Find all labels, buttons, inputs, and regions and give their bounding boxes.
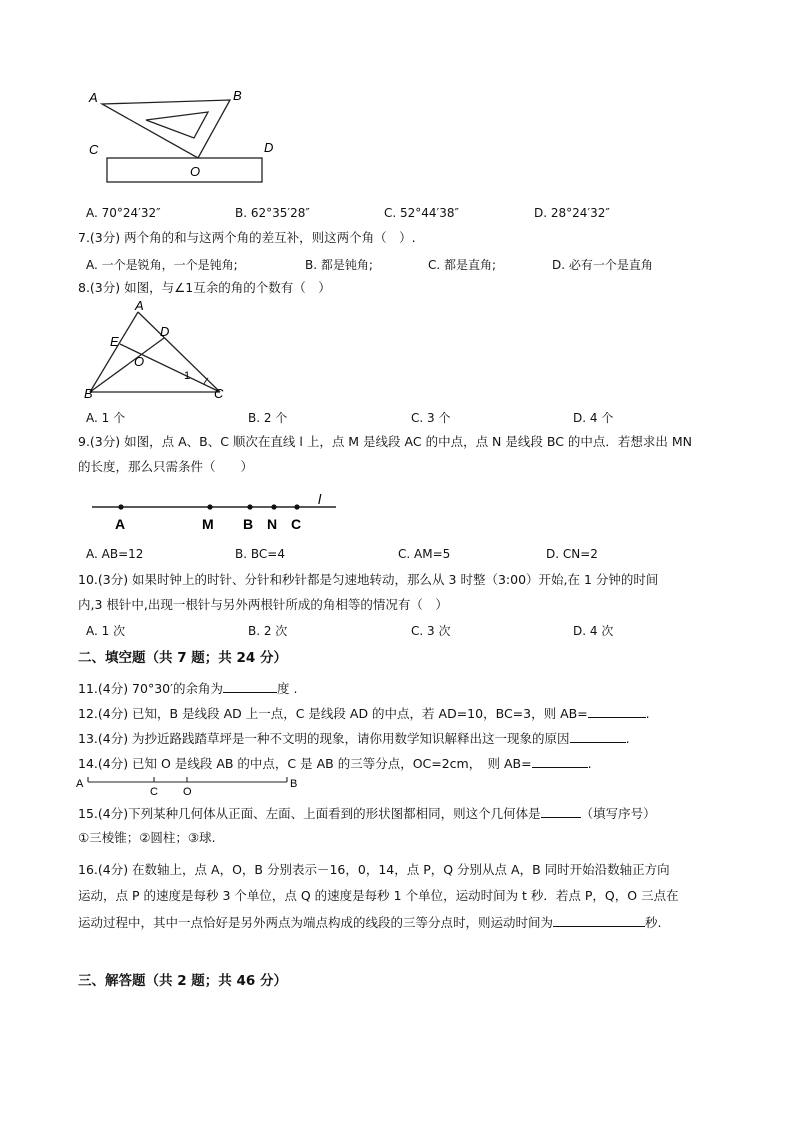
q8-label-b: B	[84, 386, 93, 401]
q6-option-c: C. 52°44′38″	[384, 206, 460, 220]
q10-stem-line2: 内,3 根针中,出现一根针与另外两根针所成的角相等的情况有（ ）	[78, 597, 448, 612]
q14-label-c: C	[150, 786, 158, 798]
q10-option-c: C. 3 次	[411, 624, 451, 638]
ruler-rect	[107, 158, 262, 182]
q14	[78, 755, 592, 772]
q16-line3	[78, 914, 662, 931]
q8-triangle-figure	[80, 298, 240, 402]
q9-label-m: M	[202, 516, 214, 532]
q8-option-b: B. 2 个	[248, 411, 288, 425]
q15-text: 15.(4分)下列某种几何体从正面、左面、上面看到的形状图都相同，则这个几何体是	[78, 806, 541, 821]
q10-option-b: B. 2 次	[248, 624, 288, 638]
q11-text-end: 度 .	[276, 681, 298, 696]
q9-option-d: D. CN=2	[546, 547, 598, 561]
label-b: B	[233, 88, 242, 103]
q16-answer-blank[interactable]	[553, 914, 645, 927]
q9-label-b: B	[243, 516, 254, 532]
q14-label-o: O	[183, 786, 192, 798]
q14-text: 14.(4分) 已知 O 是线段 AB 的中点，C 是 AB 的三等分点，OC=2cm， 则 AB=	[78, 756, 532, 771]
q12-text: 12.(4分) 已知，B 是线段 AD 上一点，C 是线段 AD 的中点，若 AD=10，BC=3，则 AB=	[78, 706, 588, 721]
q8-stem: 8.(3分) 如图，与∠1互余的角的个数有（ ）	[78, 280, 331, 295]
q9-label-a: A	[115, 516, 126, 532]
q9-label-l: l	[318, 491, 322, 507]
q13-text: 13.(4分) 为抄近路践踏草坪是一种不文明的现象，请你用数学知识解释出这一现象的原因	[78, 731, 570, 746]
q9-option-c: C. AM=5	[398, 547, 451, 561]
section-3-heading: 三、解答题（共 2 题；共 46 分）	[78, 973, 287, 989]
q14-text-end: .	[587, 756, 592, 771]
label-c: C	[89, 142, 99, 157]
q10-option-a: A. 1 次	[86, 624, 126, 638]
q6-option-a: A. 70°24′32″	[86, 206, 161, 220]
q14-answer-blank[interactable]	[532, 755, 588, 768]
q7-stem: 7.(3分) 两个角的和与这两个角的差互补，则这两个角（ ）.	[78, 230, 416, 245]
q9-label-c: C	[291, 516, 302, 532]
q8-label-d: D	[160, 324, 170, 339]
q11-answer-blank[interactable]	[223, 680, 277, 693]
q13	[78, 730, 630, 747]
q12-text-end: .	[645, 706, 650, 721]
q8-label-o: O	[134, 354, 145, 369]
label-d: D	[264, 140, 274, 155]
q10-stem-line1: 10.(3分) 如果时钟上的时针、分针和秒针都是匀速地转动，那么从 3 时整（3:00）开始,在 1 分钟的时间	[78, 572, 659, 587]
q16-line2: 运动，点 P 的速度是每秒 3 个单位，点 Q 的速度是每秒 1 个单位，运动时间为 t 秒．若点 P，Q，O 三点在	[78, 888, 679, 903]
q14-label-a: A	[76, 778, 84, 790]
q13-text-end: .	[625, 731, 630, 746]
q6-option-b: B. 62°35′28″	[235, 206, 310, 220]
q7-option-d: D. 必有一个是直角	[552, 258, 653, 272]
q8-option-a: A. 1 个	[86, 411, 126, 425]
q15-choices: ①三棱锥；②圆柱；③球.	[78, 830, 216, 845]
q13-answer-blank[interactable]	[570, 730, 626, 743]
q7-option-a: A. 一个是锐角，一个是钝角;	[86, 258, 238, 272]
q15-answer-blank[interactable]	[541, 805, 581, 818]
q16-text: 运动过程中，其中一点恰好是另外两点为端点构成的线段的三等分点时，则运动时间为	[78, 915, 554, 930]
q14-label-b: B	[290, 778, 298, 790]
q8-label-e: E	[110, 334, 119, 349]
q9-option-a: A. AB=12	[86, 547, 144, 561]
q7-option-b: B. 都是钝角;	[305, 258, 373, 272]
q12-answer-blank[interactable]	[588, 705, 646, 718]
q14-segment-figure	[76, 774, 302, 798]
q9-number-line-figure	[88, 490, 348, 532]
triangle-ruler-figure	[80, 82, 280, 188]
q9-option-b: B. BC=4	[235, 547, 285, 561]
q11-text: 11.(4分) 70°30′的余角为	[78, 681, 223, 696]
q8-label-c: C	[214, 386, 224, 401]
q8-option-c: C. 3 个	[411, 411, 451, 425]
label-o: O	[190, 164, 201, 179]
q8-option-d: D. 4 个	[573, 411, 614, 425]
label-a: A	[89, 90, 98, 105]
q16-line1: 16.(4分) 在数轴上，点 A，O，B 分别表示－16，0，14，点 P，Q 分别从点 A，B 同时开始沿数轴正方向	[78, 862, 670, 877]
outer-triangle	[102, 100, 230, 158]
q8-label-a: A	[135, 298, 144, 313]
q15	[78, 805, 656, 822]
q9-stem-line1: 9.(3分) 如图，点 A、B、C 顺次在直线 l 上，点 M 是线段 AC 的中点，点 N 是线段 BC 的中点．若想求出 MN	[78, 434, 693, 449]
q10-option-d: D. 4 次	[573, 624, 614, 638]
q11	[78, 680, 297, 697]
q15-text-end: （填写序号）	[580, 806, 656, 821]
q16-text-end: 秒.	[645, 915, 662, 930]
section-2-heading: 二、填空题（共 7 题；共 24 分）	[78, 650, 287, 666]
q6-option-d: D. 28°24′32″	[534, 206, 610, 220]
q8-label-1: 1	[184, 370, 191, 382]
q9-stem-line2: 的长度，那么只需条件（ ）	[78, 459, 254, 474]
q7-option-c: C. 都是直角;	[428, 258, 497, 272]
q12	[78, 705, 650, 722]
q9-label-n: N	[267, 516, 278, 532]
